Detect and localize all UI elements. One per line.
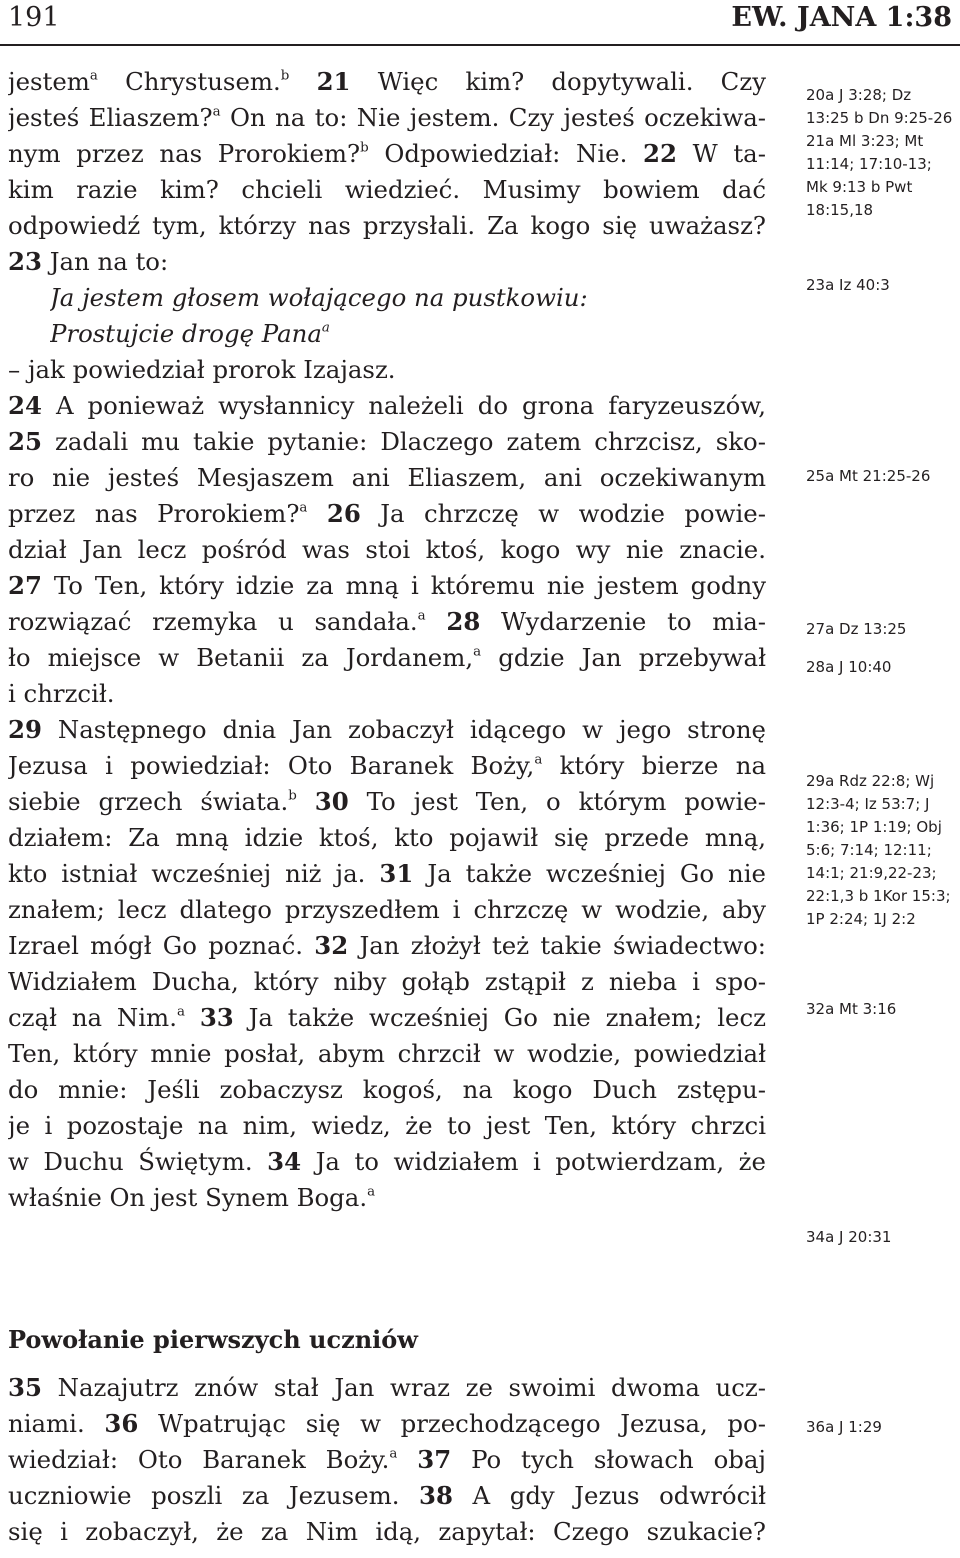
verse-number: 22 — [643, 139, 677, 168]
text-run: gdzie Jan przebywał — [498, 643, 766, 672]
text-run: Więc kim? dopytywali. Czy — [377, 67, 766, 96]
text-line — [8, 784, 766, 820]
ref-23: 23a Iz 40:3 — [806, 276, 890, 294]
text-run: Wydarzenie to mia- — [501, 607, 766, 636]
text-line: działem: Za mną idzie ktoś, kto pojawił się przede mną, — [8, 823, 766, 852]
ref-25: 25a Mt 21:25-26 — [806, 467, 931, 485]
text-run: Wpatrując się w przechodzącego Jezusa, po- — [157, 1409, 766, 1438]
text-run: Jezusa i powiedział: Oto Baranek Boży, — [8, 751, 535, 780]
text-line: się i zobaczył, że za Nim idą, zapytał: Czego szukacie? — [8, 1517, 766, 1546]
header-rule — [0, 44, 960, 46]
text-run: siebie grzech świata. — [8, 787, 289, 816]
text-line — [8, 928, 766, 964]
verse-number: 26 — [326, 499, 361, 528]
text-run: Ja chrzczę w wodzie powie- — [380, 499, 766, 528]
text-line — [8, 100, 766, 136]
text-line — [8, 856, 766, 892]
footnote-mark: a — [473, 644, 482, 660]
footnote-mark: a — [176, 1004, 185, 1020]
footnote-mark: a — [321, 320, 330, 336]
text-line — [8, 244, 766, 280]
verse-number: 35 — [8, 1373, 42, 1402]
page-number: 191 — [8, 2, 60, 33]
verse-number: 30 — [314, 787, 349, 816]
text-run: On na to: Nie jestem. Czy jesteś oczekiwa- — [230, 103, 766, 132]
text-line — [8, 1180, 766, 1216]
text-run: A ponieważ wysłannicy należeli do grona faryzeuszów, — [55, 391, 766, 420]
footnote-mark: a — [389, 1446, 398, 1462]
text-run: To Ten, który idzie za mną i któremu nie jestem godny — [53, 571, 766, 600]
text-line: odpowiedź tym, którzy nas przysłali. Za kogo się uważasz? — [8, 211, 766, 240]
text-line — [8, 1406, 766, 1442]
text-run: nym przez nas Prorokiem? — [8, 139, 361, 168]
text-run: jesteś Eliaszem? — [8, 103, 213, 132]
verse-number: 27 — [8, 571, 42, 600]
text-run: przez nas Prorokiem? — [8, 499, 300, 528]
text-run: jestem — [8, 67, 90, 96]
text-line: dział Jan lecz pośród was stoi ktoś, kogo wy nie znacie. — [8, 535, 766, 564]
ref-32: 32a Mt 3:16 — [806, 1000, 897, 1018]
text-line — [8, 604, 766, 640]
text-run: Następnego dnia Jan zobaczył idącego w jego stronę — [57, 715, 766, 744]
section-heading: Powołanie pierwszych uczniów — [8, 1325, 418, 1354]
verse-number: 33 — [199, 1003, 234, 1032]
text-line: – jak powiedział prorok Izajasz. — [8, 355, 396, 384]
footnote-mark: b — [288, 788, 297, 804]
ref-28: 28a J 10:40 — [806, 658, 892, 676]
text-run: uczniowie poszli za Jezusem. — [8, 1481, 400, 1510]
ref-29: 29a Rdz 22:8; Wj 12:3-4; Iz 53:7; J 1:36; 1P 1:19; Obj 5:6; 7:14; 12:11; 14:1; 21:9,22-23; 22:1,3 b 1Kor 15:3; 1P 2:24; 1J 2:2 — [806, 772, 951, 928]
text-run: Ja to widziałem i potwierdzam, że — [315, 1147, 766, 1176]
text-line — [8, 496, 766, 532]
text-run: Nazajutrz znów stał Jan wraz ze swoimi dwoma ucz- — [57, 1373, 766, 1402]
ref-34: 34a J 20:31 — [806, 1228, 892, 1246]
text-run: Ja także wcześniej Go nie — [427, 859, 766, 888]
text-run: Jan złożył też takie świadectwo: — [359, 931, 766, 960]
footnote-mark: a — [89, 68, 98, 84]
verse-number: 31 — [379, 859, 414, 888]
verse-number: 32 — [314, 931, 349, 960]
text-run: zadali mu takie pytanie: Dlaczego zatem chrzcisz, sko- — [54, 427, 766, 456]
text-line: znałem; lecz dlatego przyszedłem i chrzczę w wodzie, aby — [8, 895, 766, 924]
text-run: kto istniał wcześniej niż ja. — [8, 859, 366, 888]
text-run: ło miejsce w Betanii za Jordanem, — [8, 643, 474, 672]
footnote-mark: a — [367, 1184, 376, 1200]
text-line — [8, 424, 766, 460]
text-run: Ja także wcześniej Go nie znałem; lecz — [248, 1003, 766, 1032]
text-line: kim razie kim? chcieli wiedzieć. Musimy bowiem dać — [8, 175, 766, 204]
verse-number: 25 — [8, 427, 42, 456]
verse-number: 37 — [417, 1445, 452, 1474]
text-run: To jest Ten, o którym powie- — [366, 787, 766, 816]
ref-36: 36a J 1:29 — [806, 1418, 882, 1436]
verse-number: 29 — [8, 715, 42, 744]
text-line: ro nie jesteś Mesjaszem ani Eliaszem, ani oczekiwanym — [8, 463, 766, 492]
page-header — [0, 0, 960, 40]
text-line — [8, 136, 766, 172]
text-line: i chrzcił. — [8, 679, 115, 708]
ref-21: 21a Ml 3:23; Mt 11:14; 17:10-13; Mk 9:13 b Pwt 18:15,18 — [806, 132, 932, 219]
verse-number: 36 — [104, 1409, 139, 1438]
text-line — [8, 64, 766, 100]
text-run: Odpowiedział: Nie. — [384, 139, 628, 168]
footnote-mark: a — [534, 752, 543, 768]
text-run: czął na Nim. — [8, 1003, 177, 1032]
text-line — [8, 748, 766, 784]
verse-number: 28 — [446, 607, 481, 636]
text-run: Chrystusem. — [125, 67, 281, 96]
text-run: wiedział: Oto Baranek Boży. — [8, 1445, 390, 1474]
text-line — [8, 568, 766, 604]
text-run: A gdy Jezus odwrócił — [472, 1481, 766, 1510]
text-run: właśnie On jest Synem Boga. — [8, 1183, 368, 1212]
text-run: Jan na to: — [49, 247, 169, 276]
verse-number: 23 — [8, 247, 42, 276]
text-line: do mnie: Jeśli zobaczysz kogoś, na kogo Duch zstępu- — [8, 1075, 766, 1104]
text-line — [8, 388, 766, 424]
text-run: Izrael mógł Go poznać. — [8, 931, 303, 960]
text-line — [8, 1000, 766, 1036]
verse-number: 38 — [419, 1481, 453, 1510]
text-run: W ta- — [692, 139, 766, 168]
ref-20: 20a J 3:28; Dz 13:25 b Dn 9:25-26 — [806, 86, 953, 127]
text-run: w Duchu Świętym. — [8, 1147, 253, 1176]
text-run: jak powiedział prorok Izajasz. — [27, 355, 396, 384]
running-head: EW. JANA 1:38 — [731, 2, 952, 33]
text-line: je i pozostaje na nim, wiedz, że to jest Ten, który chrzci — [8, 1111, 766, 1140]
poetry-line — [50, 316, 766, 352]
text-line — [8, 1370, 766, 1406]
verse-number: 24 — [8, 391, 42, 420]
footnote-mark: a — [299, 500, 308, 516]
text-run: niami. — [8, 1409, 85, 1438]
poetry-line: Ja jestem głosem wołającego na pustkowiu: — [50, 283, 588, 312]
text-line: Ten, który mnie posłał, abym chrzcił w wodzie, powiedział — [8, 1039, 766, 1068]
text-line — [8, 1442, 766, 1478]
footnote-mark: a — [417, 608, 426, 624]
verse-number: 34 — [267, 1147, 302, 1176]
text-run: który bierze na — [559, 751, 766, 780]
ref-27: 27a Dz 13:25 — [806, 620, 907, 638]
verse-number: 21 — [316, 67, 351, 96]
text-run: rozwiązać rzemyka u sandała. — [8, 607, 418, 636]
text-line — [8, 640, 766, 676]
text-run: Po tych słowach obaj — [471, 1445, 766, 1474]
text-run: Prostujcie drogę Pana — [50, 319, 322, 348]
text-line — [8, 1478, 766, 1514]
footnote-mark: b — [360, 140, 369, 156]
footnote-mark: b — [280, 68, 290, 84]
text-line: Widziałem Ducha, który niby gołąb zstąpił z nieba i spo- — [8, 967, 766, 996]
text-line — [8, 712, 766, 748]
text-line — [8, 1144, 766, 1180]
footnote-mark: a — [212, 104, 221, 120]
